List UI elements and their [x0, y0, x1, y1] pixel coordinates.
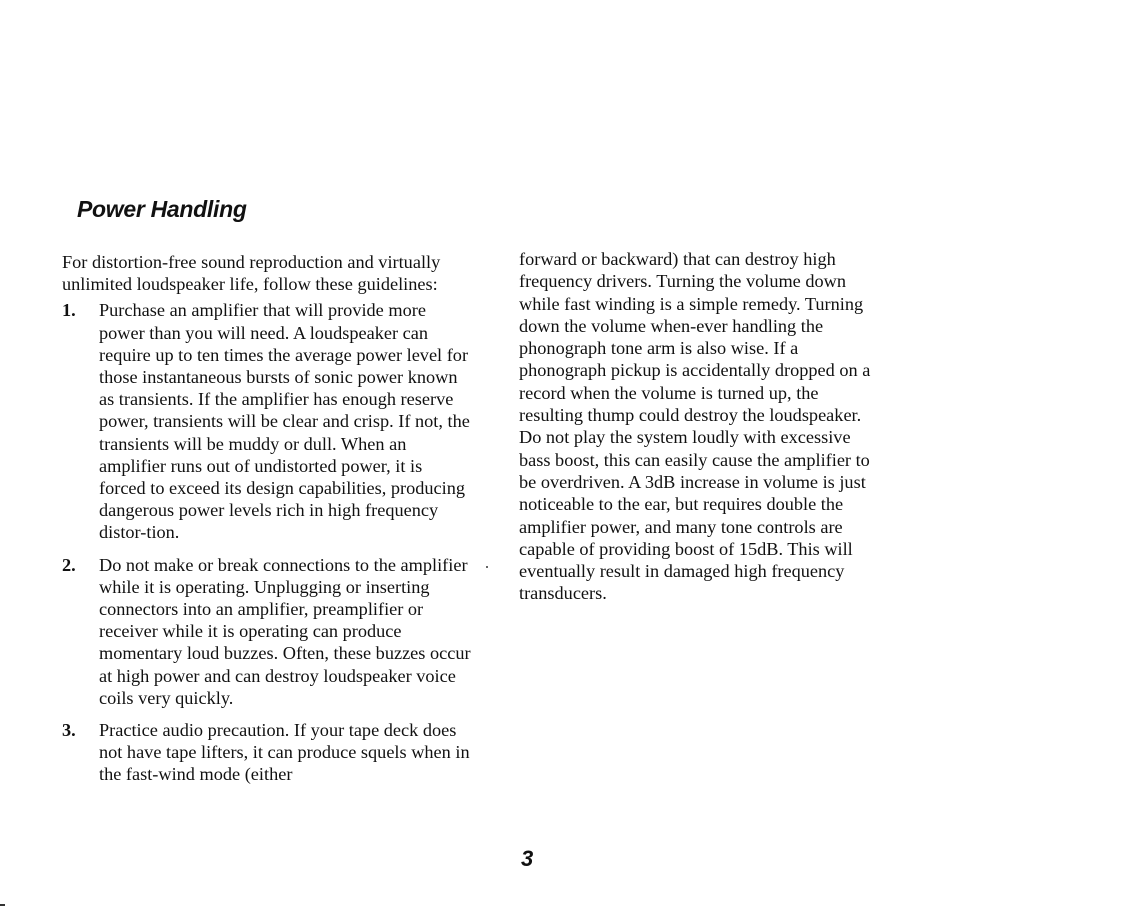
intro-paragraph: For distortion-free sound reproduction and virtually unlimited loudspeaker life, follow these guidelines: [62, 252, 441, 295]
item-text: Purchase an amplifier that will provide more power than you will need. A loudspeaker can require up to ten times the average power level for those instantaneous bursts of sonic power known as transients. If the amplifier has enough reserve power, transients will be clear and crisp. If not, the transients will be muddy or dull. When an amplifier runs out of undistorted power, it is forced to exceed its design capabilities, producing dangerous power levels rich in high frequency distor-tion. [99, 300, 470, 543]
item-text: Do not make or break connections to the amplifier while it is operating. Unplugging or inserting connectors into an amplifier, preamplifier or receiver while it is operating can produce momentary loud buzzes. Often, these buzzes occur at high power and can destroy loudspeaker voice coils very quickly. [99, 554, 471, 708]
scan-mark [486, 566, 488, 568]
scan-mark [0, 904, 5, 906]
guideline-item-2 [62, 554, 472, 709]
page-number: 3 [521, 846, 534, 871]
item-number: 2. [62, 554, 76, 575]
guideline-item-1 [62, 299, 472, 543]
item-text: Practice audio precaution. If your tape deck does not have tape lifters, it can produce squels when in the fast-wind mode (either [99, 720, 470, 785]
right-column [519, 248, 877, 605]
section-heading: Power Handling [77, 196, 247, 222]
item-number: 1. [62, 300, 76, 321]
left-column [62, 251, 472, 796]
guideline-item-3 [62, 719, 472, 786]
continuation-paragraph: forward or backward) that can destroy high frequency drivers. Turning the volume down while fast winding is a simple remedy. Turning down the volume when-ever handling the phonograph tone arm is also wise. If a phonograph pickup is accidentally dropped on a record when the volume is turned up, the resulting thump could destroy the loudspeaker. Do not play the system loudly with excessive bass boost, this can easily cause the amplifier to be overdriven. A 3dB increase in volume is just noticeable to the ear, but requires double the amplifier power, and many tone controls are capable of providing boost of 15dB. This will eventually result in damaged high frequency transducers. [519, 249, 871, 604]
item-number: 3. [62, 720, 76, 741]
